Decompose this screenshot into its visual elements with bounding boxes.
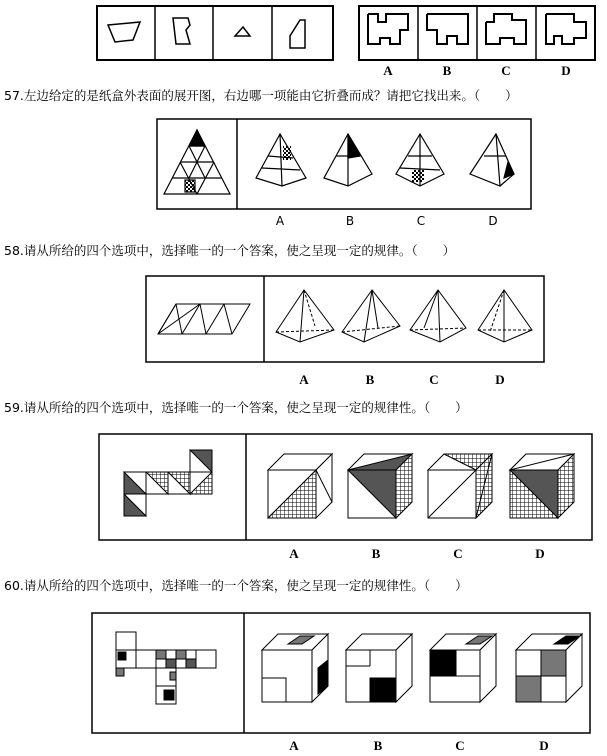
q58-label-b: B [365,372,375,387]
q59-option-a [268,454,332,518]
q59-label-a: A [289,546,299,561]
q59-option-d [510,454,574,518]
q57-option-d [470,134,514,186]
q58-option-b [342,290,400,342]
q56-label-c: C [501,63,511,78]
q56-label-b: B [442,63,452,78]
question-58-text: 58.请从所给的四个选项中，选择唯一的一个答案，使之呈现一定的规律。（ ） [4,243,456,258]
q56-option-a [368,14,408,44]
q59-option-b [348,454,412,518]
q60-net [116,632,216,704]
q59-label-b: B [371,546,381,561]
q57-net [164,130,230,194]
q60-option-d [516,634,582,702]
question-59-text: 59.请从所给的四个选项中，选择唯一的一个答案，使之呈现一定的规律性。（ ） [4,400,468,415]
q56-shape-box [97,6,333,60]
question-60-text: 60.请从所给的四个选项中，选择唯一的一个答案，使之呈现一定的规律性。（ ） [4,578,468,593]
q56-figure [0,0,607,70]
q60-option-a [262,634,328,702]
q57-option-b [324,134,372,186]
question-57-text: 57.左边给定的是纸盒外表面的展开图，右边哪一项能由它折叠而成？请把它找出来。（ ） [4,88,518,103]
q60-figure [0,606,607,736]
q59-figure [0,426,607,546]
q56-option-d [546,14,586,44]
q58-label-d: D [495,372,505,387]
q60-label-d: D [539,738,549,753]
q59-option-c [428,454,492,518]
q56-label-d: D [561,63,571,78]
q56-shape-3 [235,27,250,36]
q58-option-c [410,290,466,342]
q56-shape-2 [173,18,190,44]
q57-option-c [396,134,444,186]
q58-label-a: A [299,372,309,387]
q58-label-c: C [429,372,439,387]
q59-label-d: D [535,546,545,561]
q57-label-b: B [345,214,355,228]
q60-label-b: B [373,738,383,753]
q57-label-c: C [416,214,426,228]
q56-shape-4 [290,20,305,48]
q56-option-c [486,14,526,44]
q60-label-c: C [455,738,465,753]
q57-label-a: A [275,214,285,228]
q56-label-a: A [383,63,393,78]
q59-label-c: C [453,546,463,561]
q56-shape-1 [108,22,140,42]
q58-net [158,304,250,334]
q58-figure [0,268,607,368]
q60-option-c [430,634,496,702]
q58-option-a [276,290,334,342]
q57-figure [0,112,607,222]
q57-label-d: D [488,214,498,228]
q58-option-d [478,290,532,342]
q60-option-b [346,634,412,702]
q60-label-a: A [289,738,299,753]
q59-net [124,450,212,516]
q56-option-b [427,14,468,44]
q57-option-a [256,134,306,186]
